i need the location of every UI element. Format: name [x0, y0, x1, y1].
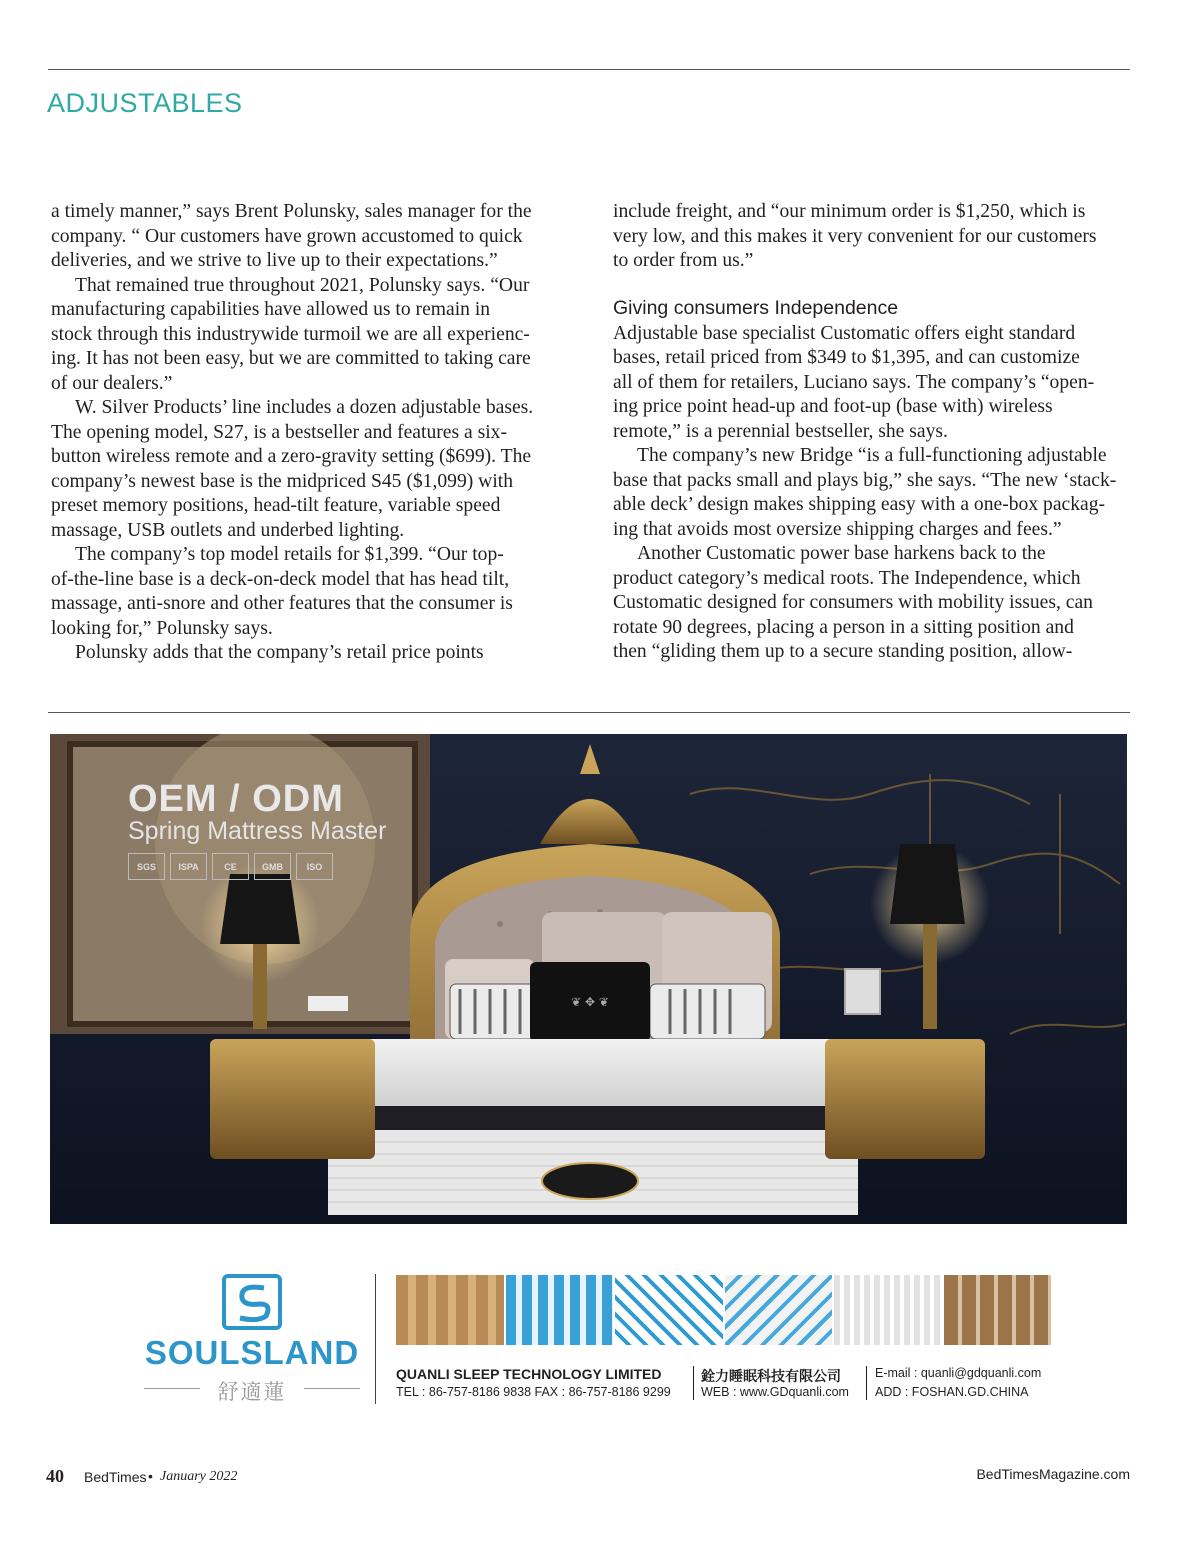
- article-line: ing that avoids most oversize shipping charges and fees.”: [613, 518, 1062, 540]
- brand-name: SOULSLAND: [144, 1334, 360, 1371]
- top-rule: [48, 69, 1130, 70]
- article-line: product category’s medical roots. The Independence, which: [613, 567, 1081, 589]
- company-name: QUANLI SLEEP TECHNOLOGY LIMITED: [396, 1366, 662, 1382]
- article-line: The opening model, S27, is a bestseller and features a six-: [51, 421, 507, 443]
- article-line: base that packs small and plays big,” she says. “The new ‘stack-: [613, 469, 1117, 491]
- company-address: ADD : FOSHAN.GD.CHINA: [875, 1385, 1029, 1399]
- advertisement[interactable]: [50, 734, 1127, 1418]
- mid-rule: [48, 712, 1130, 713]
- article-line: W. Silver Products’ line includes a dozen adjustable bases.: [75, 397, 534, 418]
- section-label: ADJUSTABLES: [47, 88, 243, 118]
- article-subhead: Giving consumers Independence: [613, 296, 899, 319]
- company-website[interactable]: WEB : www.GDquanli.com: [701, 1385, 849, 1399]
- article-line: then “gliding them up to a secure standing position, allow-: [613, 641, 1073, 662]
- article-line: ing. It has not been easy, but we are committed to taking care: [51, 348, 531, 369]
- ad-divider: [375, 1274, 376, 1404]
- svg-text:❦ ✥ ❦: ❦ ✥ ❦: [571, 995, 609, 1009]
- product-photo: [615, 1275, 723, 1345]
- ad-headline: OEM / ODM: [128, 778, 344, 820]
- product-photo: [834, 1275, 942, 1345]
- article-line: massage, USB outlets and underbed lighting.: [51, 519, 405, 541]
- brand-cn-rule-right: [304, 1388, 360, 1389]
- certification-logos: [128, 853, 333, 880]
- article-line: rotate 90 degrees, placing a person in a sitting position and: [613, 616, 1074, 638]
- article-line: able deck’ design makes shipping easy with a one-box packag-: [613, 494, 1106, 515]
- article-line: ing price point head-up and foot-up (base with) wireless: [613, 396, 1053, 417]
- article-line: of our dealers.”: [51, 372, 173, 394]
- cert-logo: ISPA: [170, 853, 207, 880]
- product-photo: [396, 1275, 504, 1345]
- cert-logo: CE: [212, 853, 249, 880]
- article-line: company. “ Our customers have grown accustomed to quick: [51, 225, 523, 247]
- cert-logo: ISO: [296, 853, 333, 880]
- footer-issue-date: January 2022: [160, 1469, 238, 1484]
- product-photo: [725, 1275, 833, 1345]
- footer-magazine-name: BedTimes: [84, 1469, 147, 1485]
- product-photo-strip: [396, 1275, 1051, 1345]
- article-line: remote,” is a perennial bestseller, she says.: [613, 420, 948, 442]
- article-line: stock through this industrywide turmoil we are all experienc-: [51, 323, 530, 345]
- brand-logo: [144, 1274, 360, 1404]
- footer-bullet: •: [148, 1468, 153, 1484]
- company-name-cn: 銓力睡眠科技有限公司: [701, 1369, 841, 1385]
- company-separator: [693, 1366, 694, 1400]
- article-column-left: [51, 200, 571, 666]
- company-phone-fax: TEL : 86-757-8186 9838 FAX : 86-757-8186 9299: [396, 1385, 671, 1399]
- article-line: That remained true throughout 2021, Polunsky says. “Our: [75, 274, 530, 296]
- brand-mark-icon: [222, 1274, 282, 1330]
- cert-logo: GMB: [254, 853, 291, 880]
- page-number: 40: [46, 1466, 64, 1486]
- article-line: deliveries, and we strive to live up to their expectations.”: [51, 250, 498, 271]
- article-line: all of them for retailers, Luciano says. The company’s “open-: [613, 371, 1095, 393]
- article-line: Adjustable base specialist Customatic offers eight standard: [613, 322, 1076, 344]
- article-line: button wireless remote and a zero-gravity setting ($699). The: [51, 446, 532, 467]
- article-column-right: [613, 200, 1134, 665]
- article-line: company’s newest base is the midpriced S45 ($1,099) with: [51, 470, 514, 492]
- article-line: The company’s new Bridge “is a full-functioning adjustable: [637, 445, 1107, 466]
- article-line: manufacturing capabilities have allowed us to remain in: [51, 299, 491, 320]
- article-line: Another Customatic power base harkens back to the: [637, 543, 1046, 564]
- article-line: very low, and this makes it very convenient for our customers: [613, 225, 1097, 247]
- article-line: Polunsky adds that the company’s retail price points: [75, 642, 484, 663]
- product-photo: [944, 1275, 1052, 1345]
- article-line: preset memory positions, head-tilt feature, variable speed: [51, 495, 501, 516]
- article-line: include freight, and “our minimum order is $1,250, which is: [613, 201, 1086, 222]
- article-line: Customatic designed for consumers with mobility issues, can: [613, 592, 1093, 613]
- article-line: to order from us.”: [613, 250, 754, 271]
- article-column-right-top: [613, 200, 1134, 274]
- article-line: a timely manner,” says Brent Polunsky, sales manager for the: [51, 201, 532, 222]
- article-line: looking for,” Polunsky says.: [51, 617, 273, 639]
- cert-logo: SGS: [128, 853, 165, 880]
- brand-name-cn: 舒適蓮: [217, 1380, 287, 1404]
- company-email[interactable]: E-mail : quanli@gdquanli.com: [875, 1366, 1042, 1380]
- article-line: The company’s top model retails for $1,399. “Our top-: [75, 544, 504, 565]
- ad-subheadline: Spring Mattress Master: [128, 817, 387, 845]
- article-column-right-bottom: [613, 322, 1134, 665]
- footer-website[interactable]: BedTimesMagazine.com: [976, 1466, 1130, 1482]
- article-line: bases, retail priced from $349 to $1,395, and can customize: [613, 347, 1080, 368]
- article-line: massage, anti-snore and other features that the consumer is: [51, 593, 513, 614]
- article-line: of-the-line base is a deck-on-deck model that has head tilt,: [51, 568, 510, 590]
- product-photo: [506, 1275, 614, 1345]
- company-separator: [866, 1366, 867, 1400]
